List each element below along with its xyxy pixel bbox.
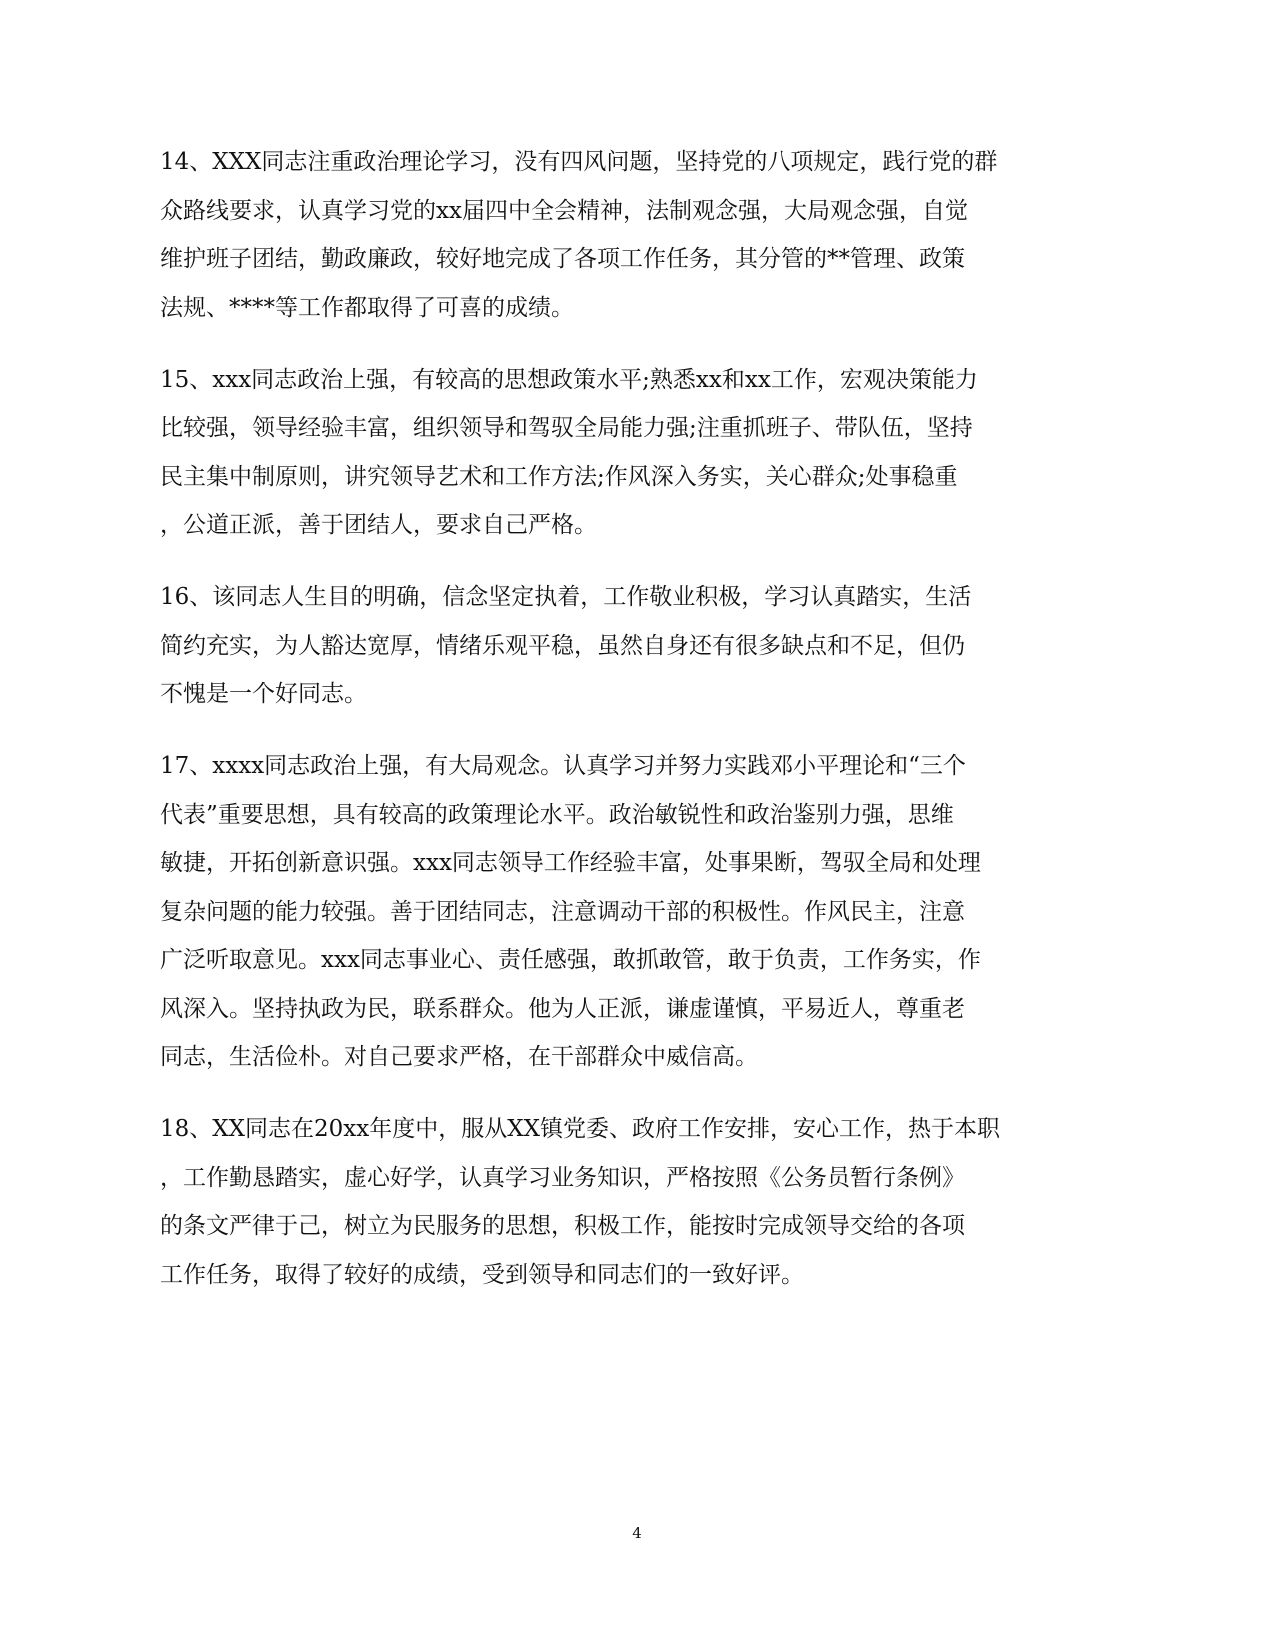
text-line: 广泛听取意见。xxx同志事业心、责任感强，敢抓敢管，敢于负责，工作务实，作 — [160, 947, 981, 973]
text-line: 敏捷，开拓创新意识强。xxx同志领导工作经验丰富，处事果断，驾驭全局和处理 — [160, 850, 981, 876]
paragraph-14 — [160, 150, 1082, 320]
text-line: 17、xxxx同志政治上强，有大局观念。认真学习并努力实践邓小平理论和“三个 — [160, 753, 966, 779]
text-line: ，工作勤恳踏实，虚心好学，认真学习业务知识，严格按照《公务员暂行条例》 — [160, 1164, 965, 1191]
text-line: 风深入。坚持执政为民，联系群众。他为人正派，谦虚谨慎，平易近人，尊重老 — [160, 995, 965, 1022]
paragraph-15 — [160, 368, 1082, 538]
page-number: 4 — [632, 1524, 642, 1542]
text-line: 18、XX同志在20xx年度中，服从XX镇党委、政府工作安排，安心工作，热于本职 — [160, 1116, 1000, 1142]
text-line: 工作任务，取得了较好的成绩，受到领导和同志们的一致好评。 — [160, 1261, 804, 1288]
text-line: 16、该同志人生目的明确，信念坚定执着，工作敬业积极，学习认真踏实，生活 — [160, 584, 972, 610]
paragraph-16 — [160, 585, 1082, 706]
text-line: 法规、****等工作都取得了可喜的成绩。 — [160, 294, 574, 321]
paragraph-17 — [160, 754, 1082, 1069]
text-line: 同志，生活俭朴。对自己要求严格，在干部群众中威信高。 — [160, 1044, 758, 1070]
text-line: 维护班子团结，勤政廉政，较好地完成了各项工作任务，其分管的**管理、政策 — [160, 246, 965, 272]
text-line: 比较强，领导经验丰富，组织领导和驾驭全局能力强;注重抓班子、带队伍，坚持 — [160, 415, 973, 441]
text-line: 民主集中制原则，讲究领导艺术和工作方法;作风深入务实，关心群众;处事稳重 — [160, 463, 958, 490]
text-line: 的条文严律于己，树立为民服务的思想，积极工作，能按时完成领导交给的各项 — [160, 1213, 965, 1239]
text-line: 14、XXX同志注重政治理论学习，没有四风问题，坚持党的八项规定，践行党的群 — [160, 149, 998, 175]
text-line: 众路线要求，认真学习党的xx届四中全会精神，法制观念强，大局观念强，自觉 — [160, 197, 968, 224]
text-line: 复杂问题的能力较强。善于团结同志，注意调动干部的积极性。作风民主，注意 — [160, 898, 965, 925]
text-line: 不愧是一个好同志。 — [160, 681, 367, 707]
text-line: 代表”重要思想，具有较高的政策理论水平。政治敏锐性和政治鉴别力强，思维 — [160, 801, 954, 828]
text-line: ，公道正派，善于团结人，要求自己严格。 — [160, 512, 597, 538]
text-line: 简约充实，为人豁达宽厚，情绪乐观平稳，虽然自身还有很多缺点和不足，但仍 — [160, 632, 965, 659]
document-body — [160, 150, 1082, 1335]
paragraph-18 — [160, 1117, 1082, 1287]
text-line: 15、xxx同志政治上强，有较高的思想政策水平;熟悉xx和xx工作，宏观决策能力 — [160, 366, 978, 393]
